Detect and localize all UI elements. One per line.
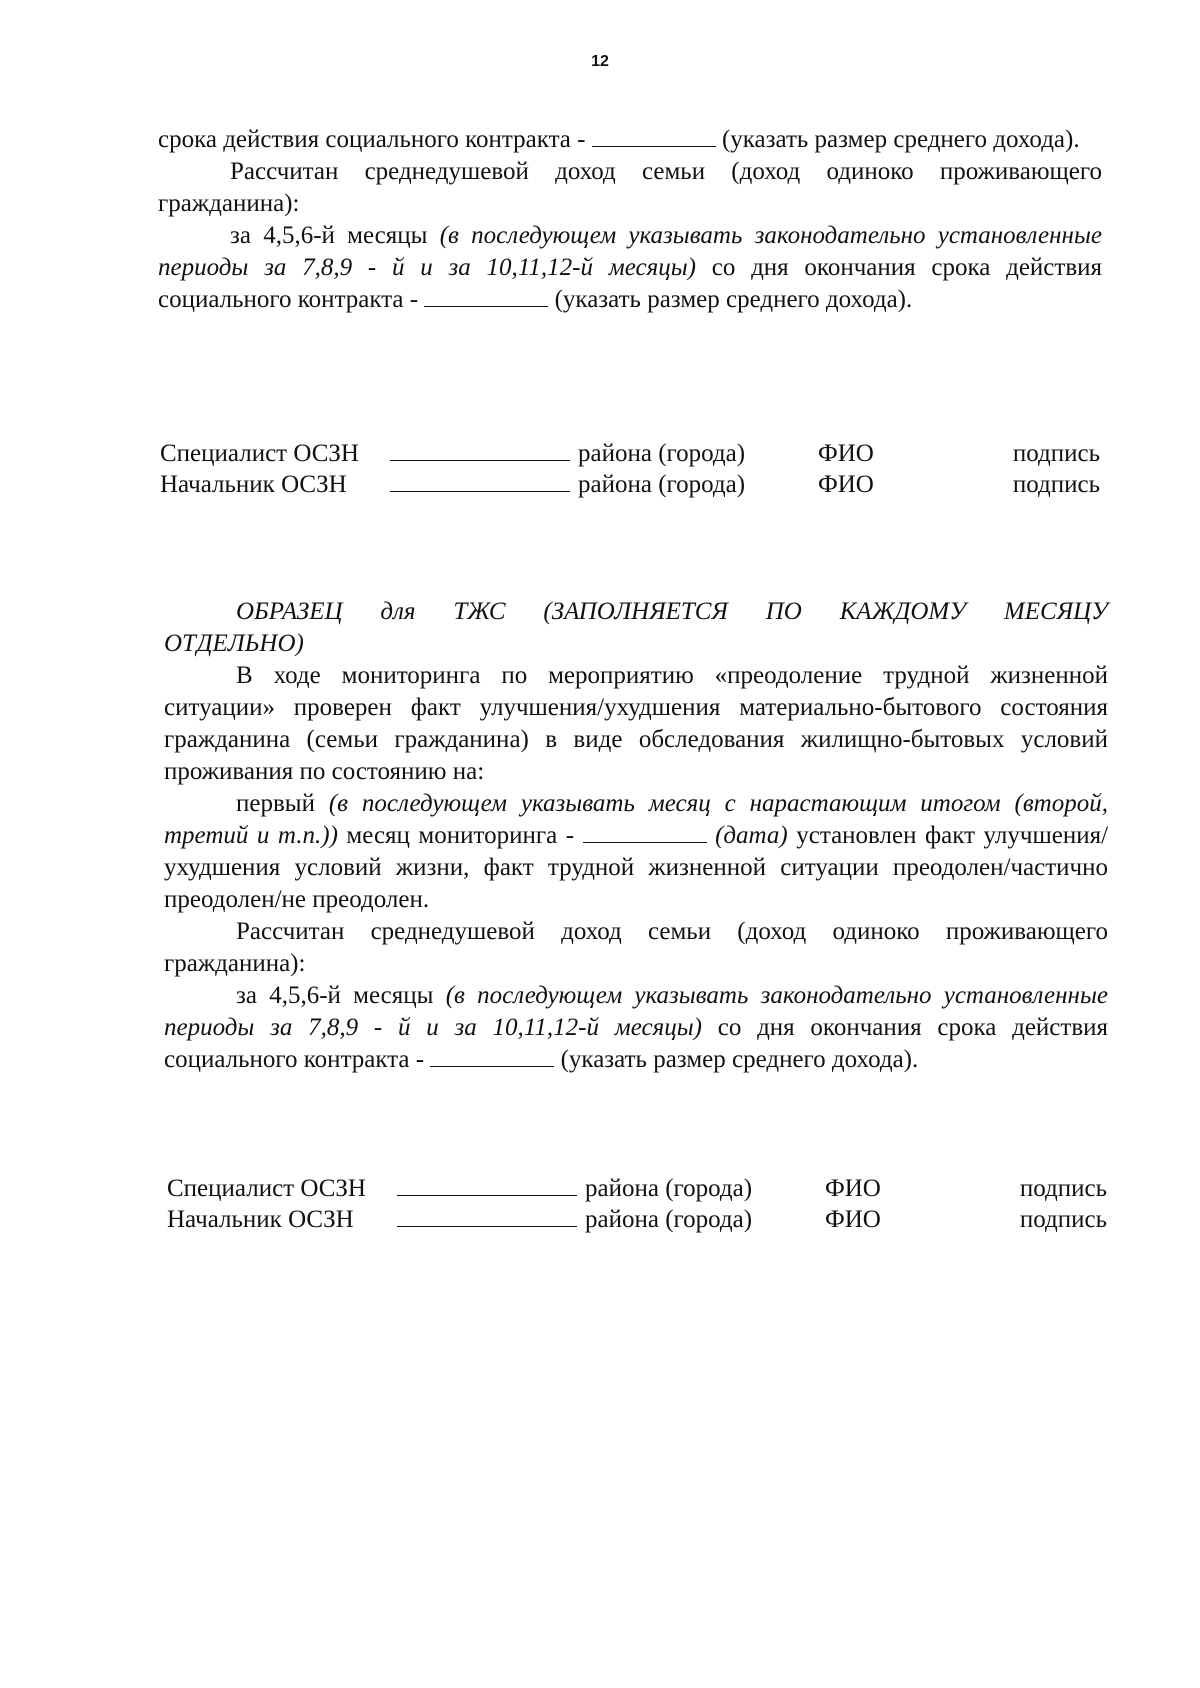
blank-field	[583, 820, 707, 843]
blank-field	[430, 1044, 554, 1067]
signature-district: района (города)	[578, 471, 746, 498]
text: (указать размер среднего дохода).	[715, 126, 1080, 153]
signature-role: Начальник ОСЗН	[167, 1206, 354, 1233]
italic-text: (в последующем указывать законодательно установленные периоды за 7,8,9 - й и за 10,11,12-й месяцы)	[158, 222, 1102, 281]
signature-row	[167, 1204, 1107, 1235]
signature-fio: ФИО	[818, 440, 874, 467]
signature-district: района (города)	[578, 440, 746, 467]
section-1	[158, 124, 1102, 316]
signature-fio: ФИО	[825, 1206, 881, 1233]
italic-text: (в последующем указывать месяц с нарастающим итогом (второй, третий и т.п.))	[164, 790, 1108, 849]
signature-fio: ФИО	[825, 1175, 881, 1202]
sample-heading: ОБРАЗЕЦ для ТЖС (ЗАПОЛНЯЕТСЯ ПО КАЖДОМУ МЕСЯЦУ	[236, 598, 1108, 625]
signature-line	[397, 1173, 585, 1204]
signature-block-1	[160, 438, 1100, 500]
text: со дня окончания срока действия социального контракта -	[164, 1014, 1109, 1073]
signature-line	[397, 1204, 585, 1235]
paragraph	[164, 788, 1108, 916]
signature-row	[160, 438, 1100, 469]
signature-line	[390, 469, 578, 500]
text: (указать размер среднего дохода).	[554, 1046, 919, 1073]
text: со дня окончания срока действия социального контракта -	[158, 254, 1103, 313]
signature-block-2	[167, 1173, 1107, 1235]
signature-sign: подпись	[1019, 1175, 1107, 1202]
paragraph: В ходе мониторинга по мероприятию «преодоление трудной жизненной ситуации» проверен факт улучшения/ухудшения материально-бытового состояния гражданина (семьи гражданина) в виде обследования жилищно-бытовых условий проживания по состоянию на:	[164, 662, 1108, 785]
signature-district: района (города)	[585, 1175, 753, 1202]
text: срока действия социального контракта -	[158, 126, 592, 153]
signature-row	[167, 1173, 1107, 1204]
section-2	[164, 596, 1108, 1076]
signature-row	[160, 469, 1100, 500]
signature-role: Специалист ОСЗН	[160, 440, 359, 467]
text: установлен факт улучшения/ухудшения условий жизни, факт трудной жизненной ситуации преодолен/частично преодолен/не преодолен.	[164, 822, 1109, 913]
text: месяц мониторинга -	[337, 822, 583, 849]
paragraph	[164, 980, 1108, 1076]
signature-sign: подпись	[1012, 471, 1100, 498]
signature-role: Специалист ОСЗН	[167, 1175, 366, 1202]
text: (указать размер среднего дохода).	[548, 286, 913, 313]
signature-sign: подпись	[1012, 440, 1100, 467]
sample-heading-cont: ОТДЕЛЬНО)	[164, 630, 304, 657]
blank-field	[592, 124, 716, 147]
text: за 4,5,6-й месяцы	[230, 222, 440, 249]
signature-district: района (города)	[585, 1206, 753, 1233]
paragraph: Рассчитан среднедушевой доход семьи (доход одиноко проживающего гражданина):	[158, 158, 1102, 217]
paragraph: Рассчитан среднедушевой доход семьи (доход одиноко проживающего гражданина):	[164, 918, 1108, 977]
italic-text: (в последующем указывать законодательно установленные периоды за 7,8,9 - й и за 10,11,12-й месяцы)	[164, 982, 1108, 1041]
signature-sign: подпись	[1019, 1206, 1107, 1233]
page-number: 12	[591, 53, 609, 70]
signature-line	[390, 438, 578, 469]
blank-field	[424, 284, 548, 307]
paragraph	[158, 220, 1102, 316]
text: за 4,5,6-й месяцы	[236, 982, 446, 1009]
italic-text: (дата)	[706, 822, 788, 849]
paragraph	[158, 124, 1102, 156]
text: первый	[236, 790, 329, 817]
signature-fio: ФИО	[818, 471, 874, 498]
signature-role: Начальник ОСЗН	[160, 471, 347, 498]
